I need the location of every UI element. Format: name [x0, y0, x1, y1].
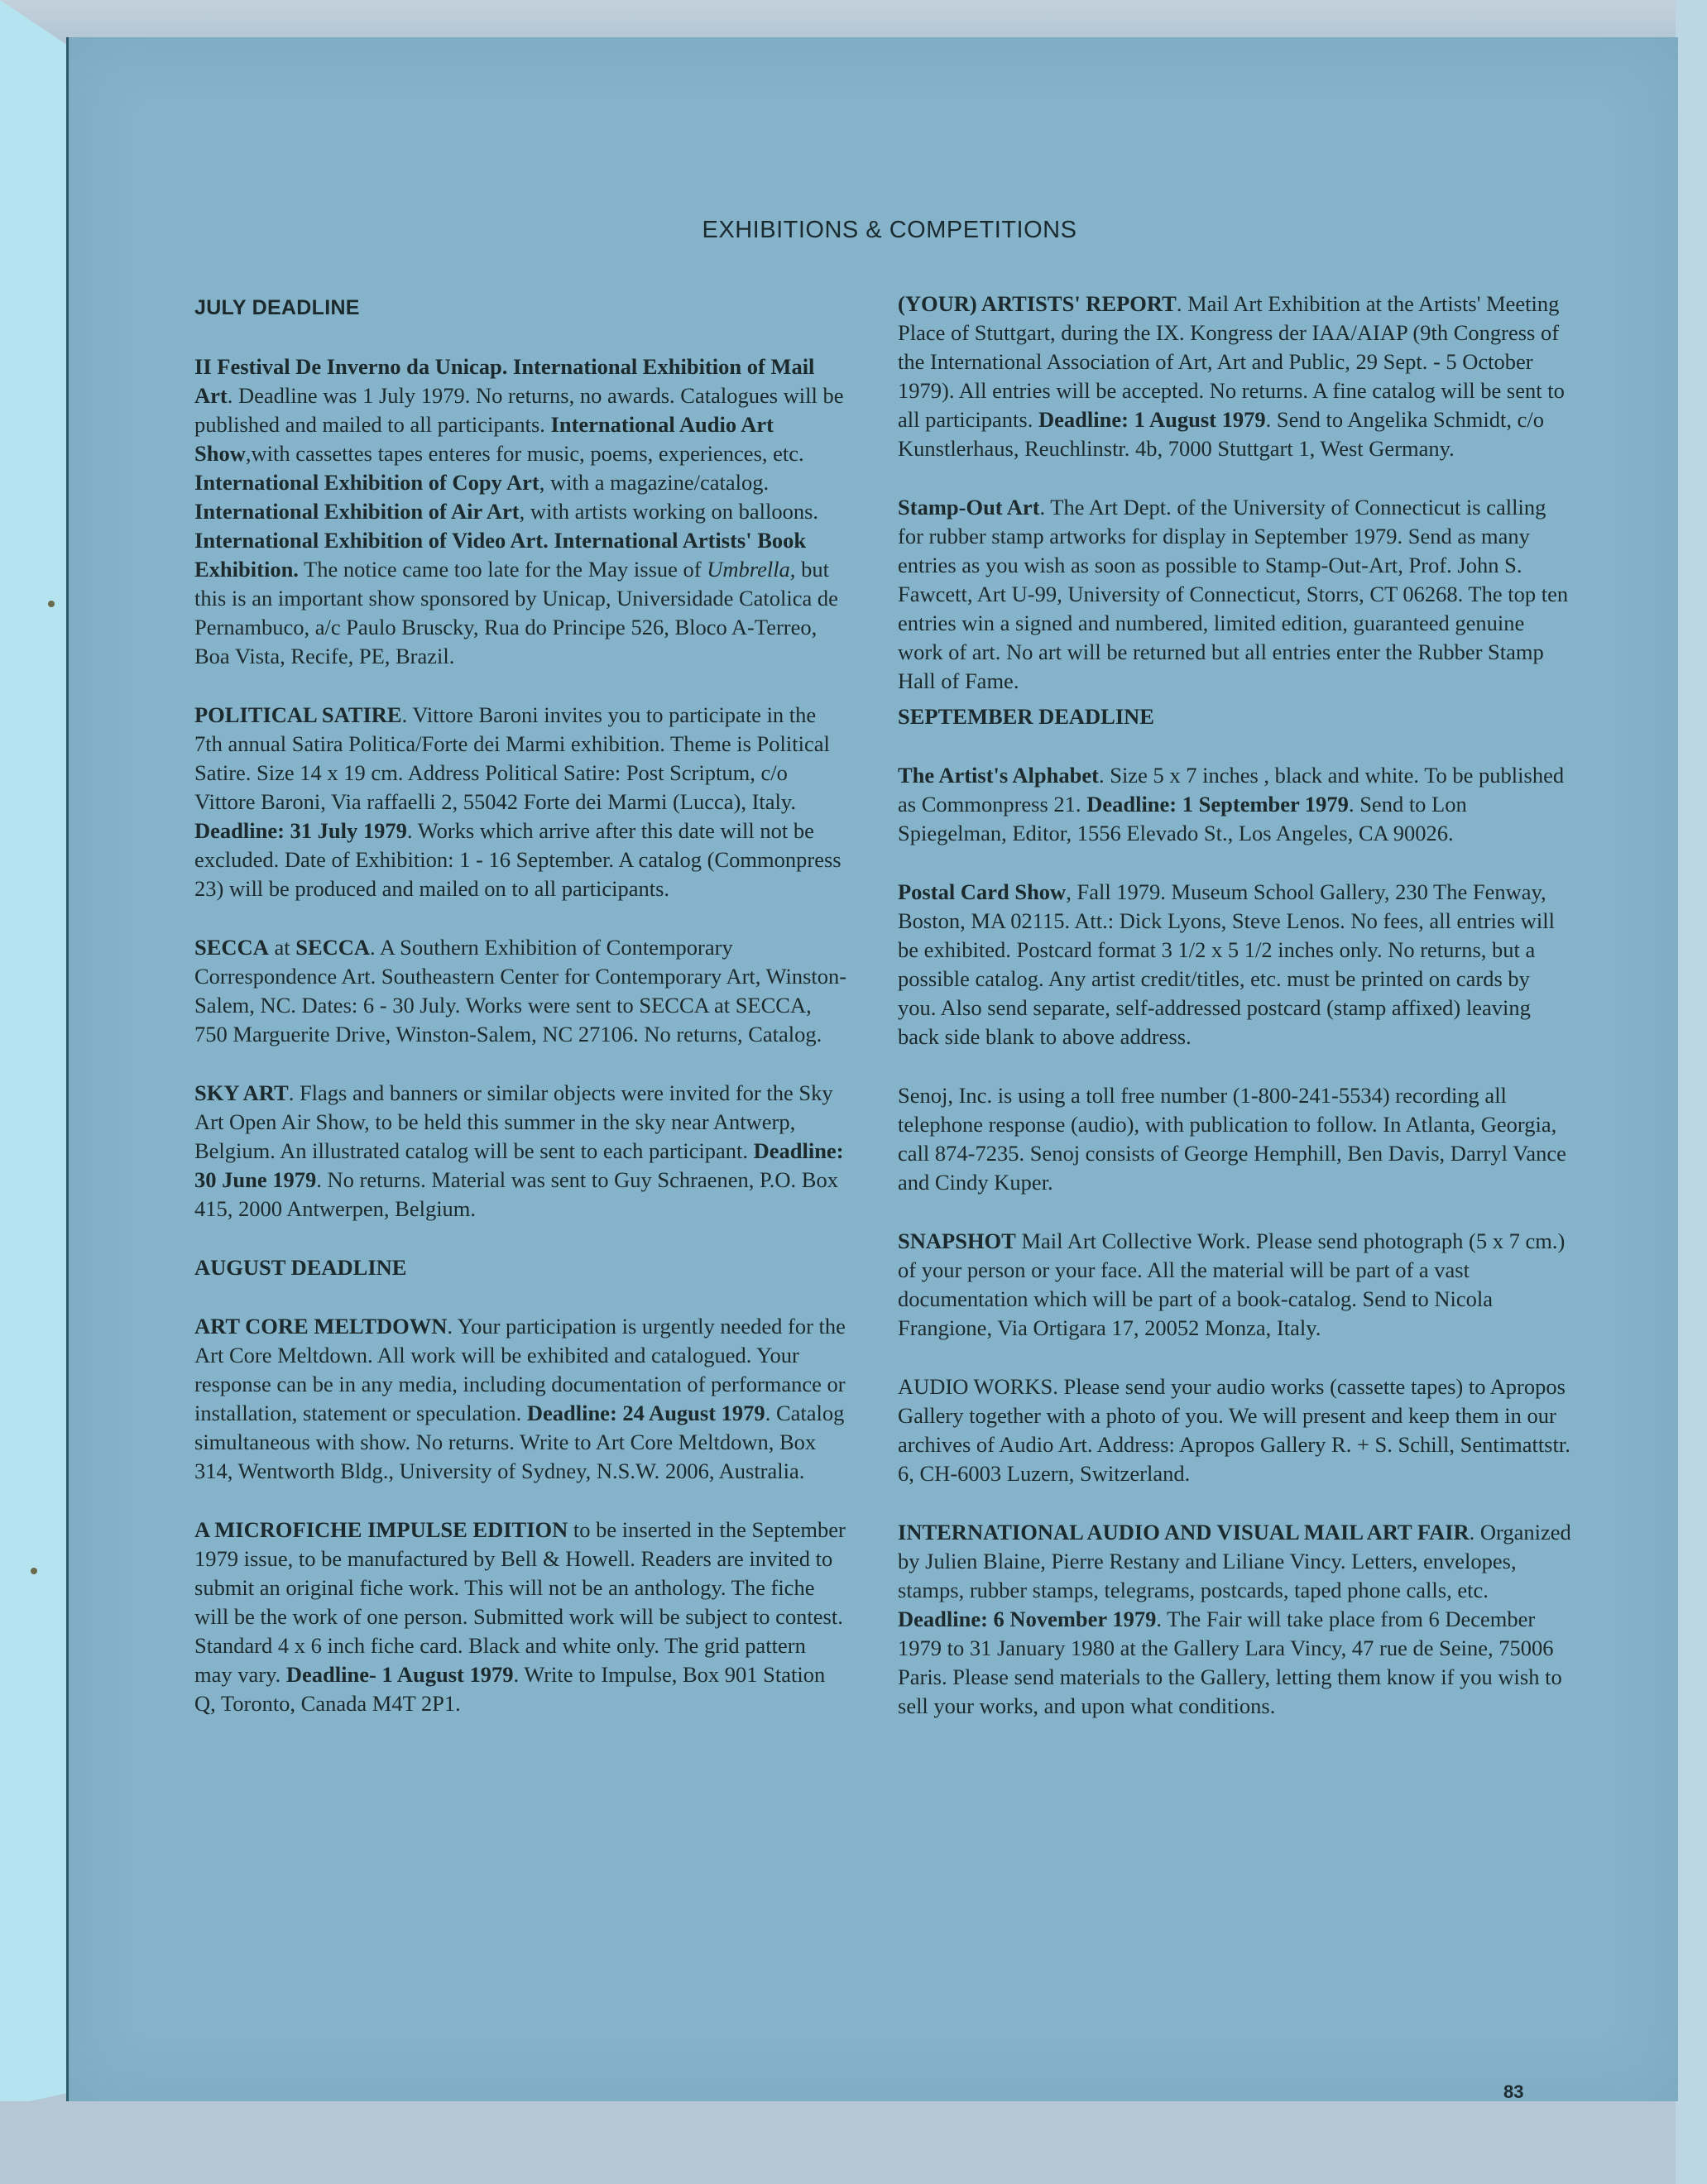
listing-entry — [194, 933, 848, 1049]
body-text: The notice came too late for the May issue of — [298, 557, 707, 582]
bold-text: Stamp-Out Art — [898, 495, 1040, 520]
staple-mark — [48, 601, 55, 607]
body-text: . Catalog simultaneous with show. No returns. Write to Art Core Meltdown, Box 314, Wentworth Bldg., University of Sydney, N.S.W. 2006, Australia. — [194, 1401, 845, 1483]
bold-text: ART CORE MELTDOWN — [194, 1314, 448, 1339]
section-heading: AUGUST DEADLINE — [194, 1255, 407, 1280]
body-text: . Vittore Baroni invites you to participate in the 7th annual Satira Politica/Forte dei Marmi exhibition. Theme is Political Satire. Size 14 x 19 cm. Address Political Satire: Post Scriptum, c/o Vittore Baroni, Via raffaelli 2, 55042 Forte dei Marmi (Lucca), Italy. — [194, 702, 830, 814]
bold-text: Deadline: 24 August 1979 — [526, 1401, 765, 1425]
body-text: AUDIO WORKS. Please send your audio works (cassette tapes) to Apropos Gallery together with a photo of you. We will present and keep them in our archives of Audio Art. Address: Apropos Gallery R. + S. Schill, Sentimattstr. 6, CH-6003 Luzern, Switzerland. — [898, 1374, 1570, 1486]
listing-entry — [194, 1079, 848, 1224]
bold-text: Deadline: 30 June 1979 — [194, 1138, 844, 1192]
section-heading: SEPTEMBER DEADLINE — [898, 704, 1154, 729]
bold-text: Deadline: 31 July 1979 — [194, 818, 407, 843]
listing-entry — [898, 493, 1572, 696]
listing-entry — [898, 878, 1572, 1051]
bold-text: A MICROFICHE IMPULSE EDITION — [194, 1517, 568, 1542]
bold-text: International Exhibition of Air Art — [194, 499, 520, 524]
body-text: , with artists working on balloons. — [519, 499, 819, 524]
background-surface-bottom — [0, 2093, 1707, 2184]
bold-text: (YOUR) ARTISTS' REPORT — [898, 291, 1177, 316]
staple-mark — [31, 1568, 37, 1574]
body-text: . Deadline was 1 July 1979. No returns, no awards. Catalogues will be published and mailed to all participants. — [194, 383, 844, 437]
listing-entry — [194, 1312, 848, 1486]
bold-text: Deadline: 1 August 1979 — [1038, 407, 1266, 432]
body-text: . Works which arrive after this date will not be excluded. Date of Exhibition: 1 - 16 September. A catalog (Commonpress 23) will be produced and mailed on to all participants. — [194, 818, 842, 901]
listing-entry — [898, 1372, 1572, 1488]
body-text: to be inserted in the September 1979 issue, to be manufactured by Bell & Howell. Readers are invited to submit an original fiche work. This will not be an anthology. The fiche will be the work of one person. Submitted work will be subject to contest. Standard 4 x 6 inch fiche card. Black and white only. The grid pattern may vary. — [194, 1517, 846, 1687]
bold-text: International Exhibition of Copy Art — [194, 470, 539, 495]
page-title: EXHIBITIONS & COMPETITIONS — [702, 217, 1077, 243]
listing-entry — [194, 1516, 848, 1718]
bold-text: Deadline: 6 November 1979 — [898, 1607, 1157, 1631]
left-column — [194, 294, 848, 1748]
page-number: 83 — [1503, 2081, 1524, 2102]
listing-entry — [898, 1081, 1572, 1197]
listing-entry — [898, 761, 1572, 848]
background-surface-top — [0, 0, 1707, 41]
body-text: Senoj, Inc. is using a toll free number (1-800-241-5534) recording all telephone response (audio), with publication to follow. In Atlanta, Georgia, call 874-7235. Senoj consists of George Hemphill, Ben Davis, Darryl Vance and Cindy Kuper. — [898, 1083, 1566, 1195]
body-text: . Flags and banners or similar objects were invited for the Sky Art Open Air Show, to be held this summer in the sky near Antwerp, Belgium. An illustrated catalog will be sent to each participant. — [194, 1080, 833, 1163]
bold-text: SECCA — [295, 935, 371, 960]
facing-page-edge — [0, 0, 68, 2101]
body-text: . Your participation is urgently needed for the Art Core Meltdown. All work will be exhibited and catalogued. Your response can be in any media, including documentation of performance or installation, statement or speculation. — [194, 1314, 846, 1425]
bold-text: II Festival De Inverno da Unicap. International Exhibition of Mail Art — [194, 354, 815, 408]
right-column — [898, 290, 1572, 1751]
body-text: Mail Art Collective Work. Please send photograph (5 x 7 cm.) of your person or your face. All the material will be part of a vast documentation which will be part of a book-catalog. Send to Nicola Frangione, Via Ortigara 17, 20052 Monza, Italy. — [898, 1228, 1566, 1340]
bold-text: Deadline- 1 August 1979 — [285, 1662, 514, 1687]
body-text: . Organized by Julien Blaine, Pierre Restany and Liliane Vincy. Letters, envelopes, stamps, rubber stamps, telegrams, postcards, taped phone calls, etc. — [898, 1520, 1571, 1602]
body-text: . A Southern Exhibition of Contemporary Correspondence Art. Southeastern Center for Contemporary Art, Winston-Salem, NC. Dates: 6 - 30 July. Works were sent to SECCA at SECCA, 750 Marguerite Drive, Winston-Salem, NC 27106. No returns, Catalog. — [194, 935, 847, 1046]
bold-text: The Artist's Alphabet — [898, 763, 1099, 788]
bold-text: SECCA — [194, 935, 269, 960]
body-text: but this is an important show sponsored by Unicap, Universidade Catolica de Pernambuco, a/c Paulo Bruscky, Rua do Principe 526, Bloco A-Terreo, Boa Vista, Recife, PE, Brazil. — [194, 557, 838, 668]
body-text: ,with cassettes tapes enteres for music, poems, experiences, etc. — [245, 441, 804, 466]
bold-text: Deadline: 1 September 1979 — [1086, 792, 1349, 817]
body-text: . The Art Dept. of the University of Connecticut is calling for rubber stamp artworks for display in September 1979. Send as many entries as you wish as soon as possible to Stamp-Out-Art, Prof. John S. Fawcett, Art U-99, University of Connecticut, Storrs, CT 06268. The top ten entries win a signed and numbered, limited edition, guaranteed genuine work of art. No art will be returned but all entries enter the Rubber Stamp Hall of Fame. — [898, 495, 1569, 693]
bold-text: SKY ART — [194, 1080, 289, 1105]
background-surface-right — [1676, 0, 1707, 2184]
body-text: . Send to Angelika Schmidt, c/o Kunstlerhaus, Reuchlinstr. 4b, 7000 Stuttgart 1, West Germany. — [898, 407, 1544, 461]
body-text: . No returns. Material was sent to Guy Schraenen, P.O. Box 415, 2000 Antwerpen, Belgium. — [194, 1167, 838, 1221]
bold-text: INTERNATIONAL AUDIO AND VISUAL MAIL ART FAIR — [898, 1520, 1470, 1545]
listing-entry — [194, 701, 848, 903]
bold-text: International Exhibition of Video Art. International Artists' Book Exhibition. — [194, 528, 807, 582]
listing-entry — [194, 352, 848, 671]
body-text: at — [268, 935, 296, 960]
italic-text: Umbrella, — [707, 557, 796, 582]
body-text: , with a magazine/catalog. — [539, 470, 770, 495]
bold-text: POLITICAL SATIRE — [194, 702, 402, 727]
body-text: , Fall 1979. Museum School Gallery, 230 The Fenway, Boston, MA 02115. Att.: Dick Lyons, Steve Lenos. No fees, all entries will be exhibited. Postcard format 3 1/2 x 5 1/2 inches only. No returns, but a possible catalog. Any artist credit/titles, etc. must be printed on cards by you. Also send separate, self-addressed postcard (stamp affixed) leaving back side blank to above address. — [898, 879, 1555, 1049]
listing-entry — [898, 1227, 1572, 1343]
bold-text: SNAPSHOT — [898, 1228, 1016, 1253]
bold-text: International Audio Art Show — [194, 412, 774, 466]
section-heading: JULY DEADLINE — [194, 296, 360, 319]
body-text: . Write to Impulse, Box 901 Station Q, Toronto, Canada M4T 2P1. — [194, 1662, 826, 1716]
body-text: . The Fair will take place from 6 December 1979 to 31 January 1980 at the Gallery Lara Vincy, 47 rue de Seine, 75006 Paris. Please send materials to the Gallery, letting them know if you wish to sell your works, and upon what conditions. — [898, 1607, 1562, 1718]
body-text: . Size 5 x 7 inches , black and white. To be published as Commonpress 21. — [898, 763, 1565, 817]
bold-text: Postal Card Show — [898, 879, 1067, 904]
listing-entry — [898, 290, 1572, 463]
body-text: . Mail Art Exhibition at the Artists' Meeting Place of Stuttgart, during the IX. Kongress der IAA/AIAP (9th Congress of the International Association of Art, Art and Public, 29 Sept. - 5 October 1979). All entries will be accepted. No returns. A fine catalog will be sent to all participants. — [898, 291, 1565, 432]
body-text: . Send to Lon Spiegelman, Editor, 1556 Elevado St., Los Angeles, CA 90026. — [898, 792, 1467, 845]
listing-entry — [898, 1518, 1572, 1721]
